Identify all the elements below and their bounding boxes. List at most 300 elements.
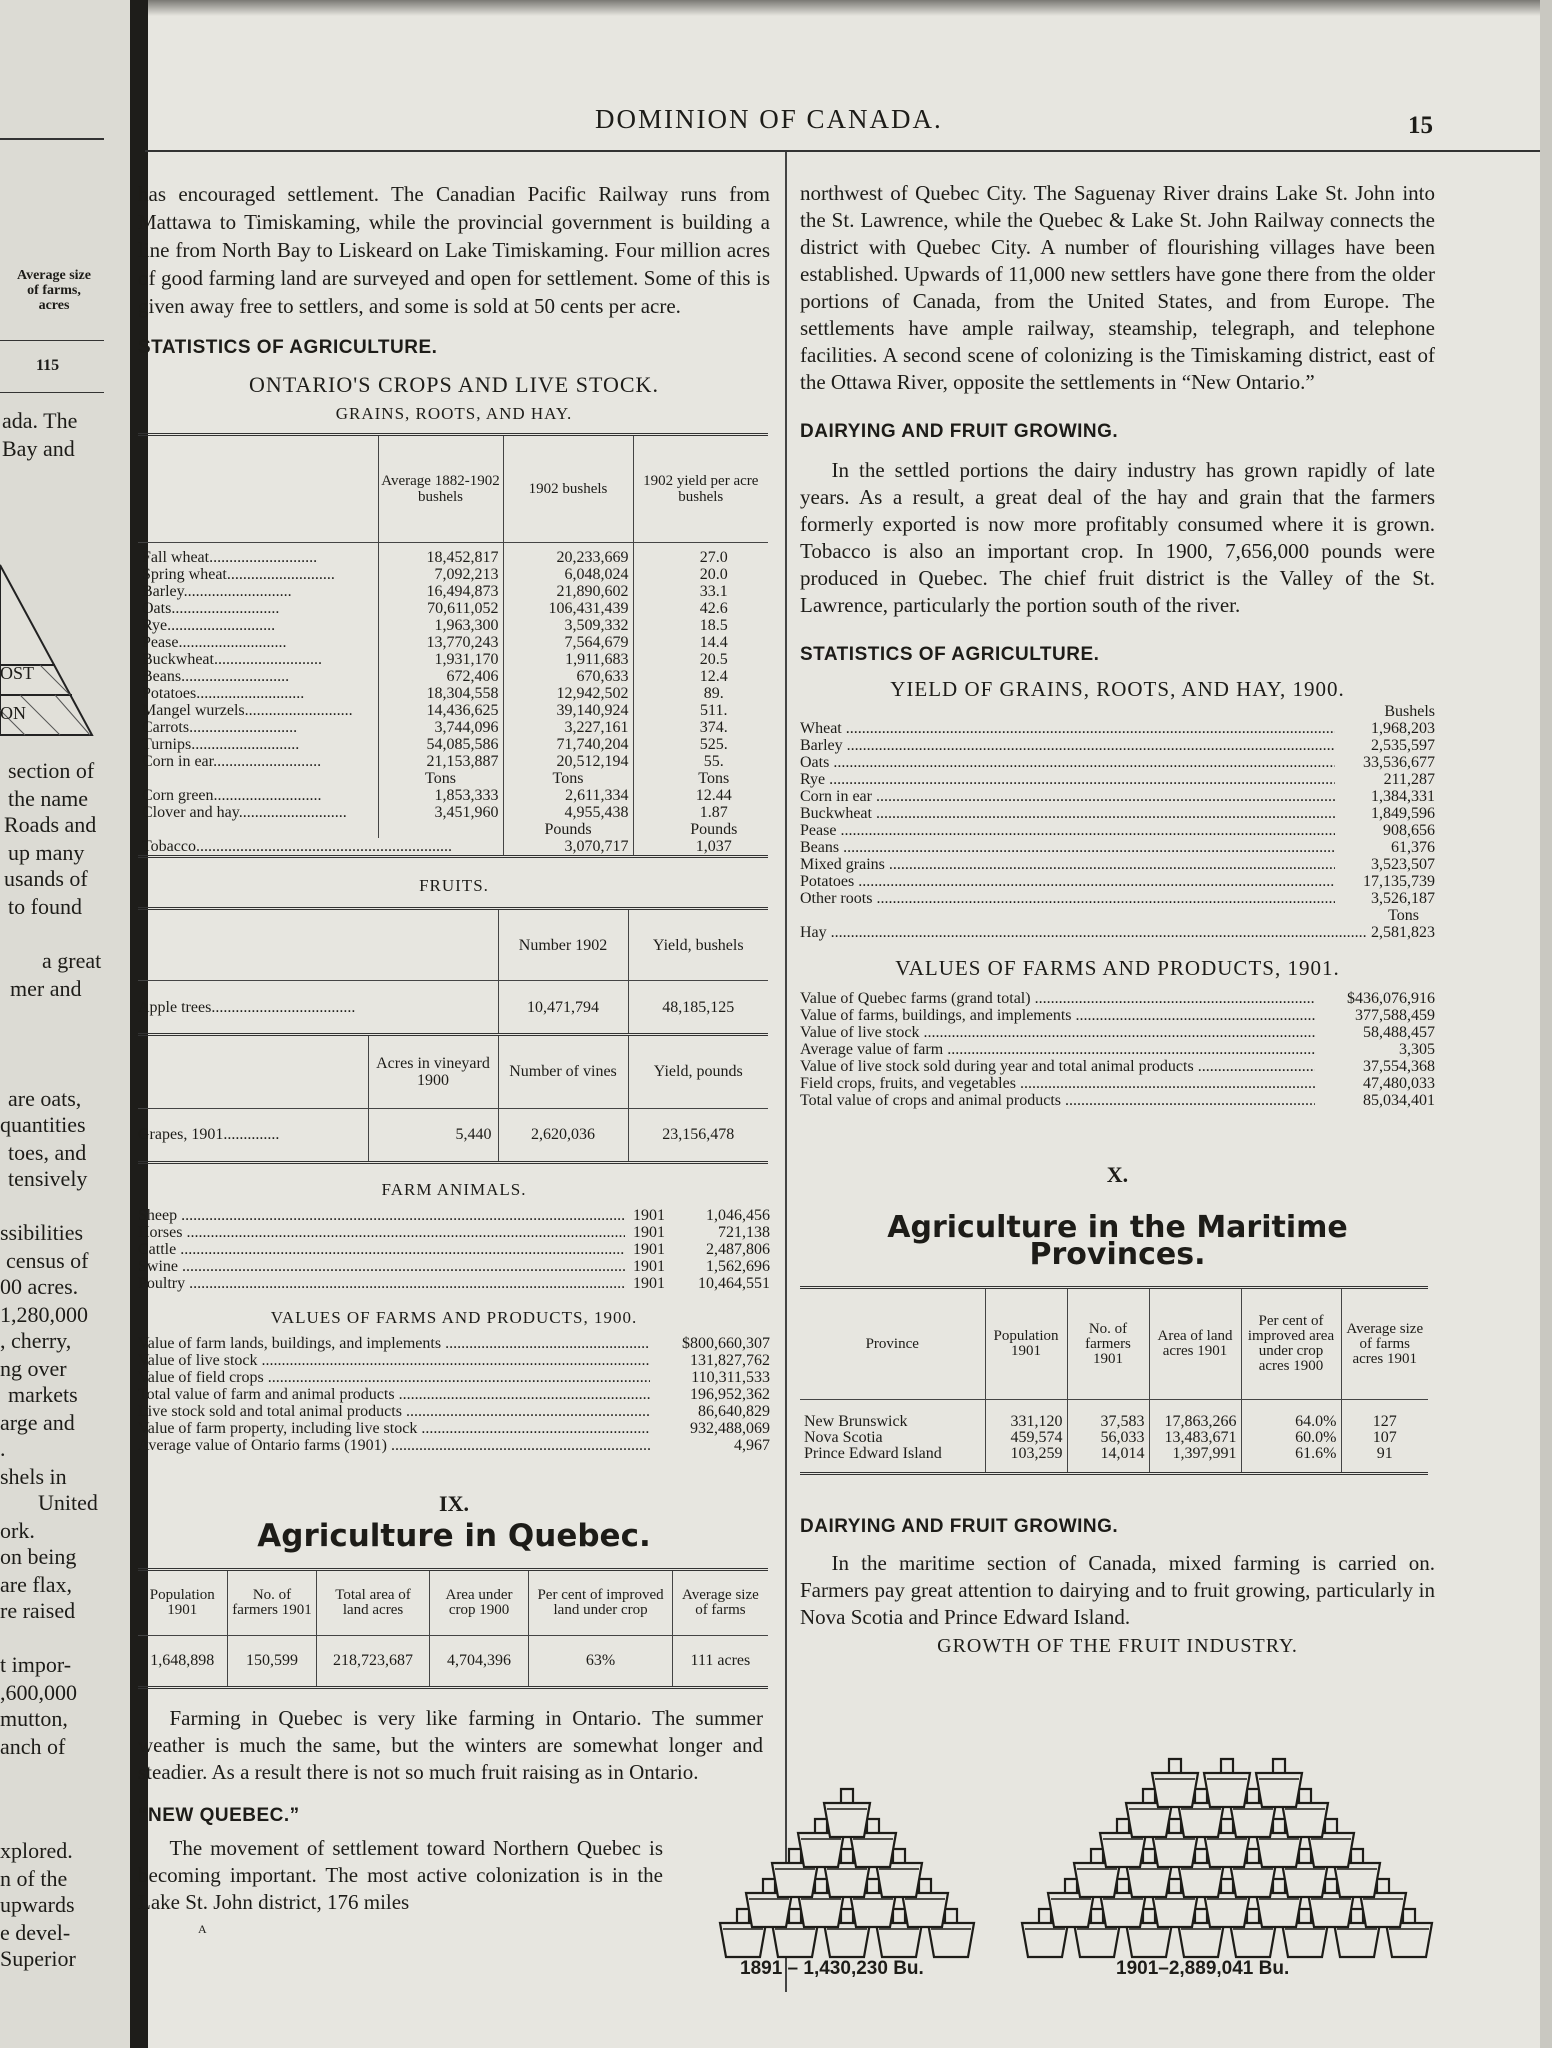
prev-fragment: tensively xyxy=(8,1166,88,1191)
continuation-paragraph: northwest of Quebec City. The Saguenay River drains Lake St. John into the St. Lawrence, while the Quebec & Lake St. John Railway connects the district with Quebec City. A number of flourishing villages have been established. Upwards of 11,000 new settlers have gone there from the older portions of Canada, from the United States, and from Europe. The settlements have ample railway, steamship, telegraph, and telephone facilities. A second scene of colonizing is the Timiskaming district, east of the Ottawa River, opposite the settlements in “New Ontario.” xyxy=(800,181,1435,394)
section-number: X. xyxy=(1106,1162,1129,1187)
table-title: ONTARIO'S CROPS AND LIVE STOCK. xyxy=(249,372,659,397)
section-title: Agriculture in the Maritime Provinces. xyxy=(887,1210,1348,1272)
cell: 103,259 xyxy=(1010,1445,1063,1462)
cell: 12.4 xyxy=(633,668,768,685)
list-item xyxy=(800,1041,1435,1058)
list-item xyxy=(800,771,1435,788)
row-label: Apple trees.................................... xyxy=(138,998,356,1016)
cell: 17,863,266 xyxy=(1164,1413,1237,1430)
prev-fragment: section of xyxy=(8,758,95,783)
cell: 89. xyxy=(633,685,768,702)
cell: 150,599 xyxy=(227,1635,317,1687)
prev-fragment: Average size xyxy=(17,268,91,283)
row-label: Clover and hay........................... xyxy=(142,804,347,821)
cell: 39,140,924 xyxy=(503,702,633,719)
prev-fragment: shels in xyxy=(0,1464,67,1489)
row-label: Corn green........................... xyxy=(142,787,322,804)
left-column xyxy=(138,180,770,1943)
prev-fragment: t impor- xyxy=(0,1652,72,1677)
prev-fragment: anch of xyxy=(0,1734,66,1759)
table-subtitle: VALUES OF FARMS AND PRODUCTS, 1900. xyxy=(270,1307,638,1327)
row-label: Pease........................... xyxy=(142,634,287,651)
item-value: 110,311,533 xyxy=(691,1368,770,1386)
table-column-cells xyxy=(1149,1400,1241,1474)
item-value: 377,588,459 xyxy=(1355,1007,1435,1024)
cell: 10,471,794 xyxy=(498,981,628,1035)
prev-fragment: Bay and xyxy=(2,436,75,461)
list-item xyxy=(138,1207,770,1224)
fruit-basket xyxy=(1256,1759,1302,1807)
col-header: Area of land acres 1901 xyxy=(1149,1288,1241,1400)
prev-fragment: arge and xyxy=(0,1410,75,1435)
cell: 14.4 xyxy=(633,634,768,651)
intro-paragraph: has encouraged settlement. The Canadian Pacific Railway runs from Mattawa to Timiskaming, while the provincial government is building a line from North Bay to Liskeard on Lake Timiskaming. Four million acres of good farming land are surveyed and open for settlement. Some of this is given away free to settlers, and some is sold at 50 cents per acre. xyxy=(138,182,770,318)
cell: 4,955,438 xyxy=(503,804,633,821)
item-label: Potatoes ..... xyxy=(800,873,1335,890)
table-row xyxy=(138,617,768,634)
row-label: Mangel wurzels........................... xyxy=(142,702,353,719)
yield-list xyxy=(800,720,1435,907)
quebec-paragraph: Farming in Quebec is very like farming in Ontario. The summer weather is much the same, but the winters are somewhat longer and steadier. As a result there is not so much fruit raising as in Ontario. xyxy=(138,1705,763,1784)
list-item xyxy=(800,890,1435,907)
cell: 20,233,669 xyxy=(503,543,633,567)
cell: 64.0% xyxy=(1295,1413,1337,1430)
item-label: Value of field crops ..... xyxy=(138,1369,650,1386)
cell: Tons xyxy=(633,770,768,787)
item-value: 3,523,507 xyxy=(1371,856,1435,873)
cell: 3,227,161 xyxy=(503,719,633,736)
prev-fragment: Superior xyxy=(0,1946,76,1971)
table-row xyxy=(138,702,768,719)
fruits-table xyxy=(138,907,768,1036)
prev-fragment: markets xyxy=(8,1382,78,1407)
unit-label: Bushels xyxy=(1384,703,1435,720)
table-row xyxy=(138,804,768,821)
row-label: Barley........................... xyxy=(142,583,292,600)
ontario-values-list xyxy=(138,1335,770,1454)
cell: 23,156,478 xyxy=(628,1108,768,1162)
list-item xyxy=(138,1386,770,1403)
prev-fragment: , cherry, xyxy=(0,1328,72,1353)
fruit-basket xyxy=(1204,1759,1250,1807)
list-item xyxy=(138,1275,770,1292)
list-item xyxy=(138,1437,770,1454)
running-header: DOMINION OF CANADA. xyxy=(595,104,943,134)
item-value: 1901 xyxy=(633,1206,665,1224)
cell: 672,406 xyxy=(378,668,503,685)
cell: 14,436,625 xyxy=(378,702,503,719)
item-label: Oats ..... xyxy=(800,754,1335,771)
item-value: 85,034,401 xyxy=(1363,1092,1435,1109)
list-item xyxy=(800,737,1435,754)
list-item xyxy=(138,1352,770,1369)
table-row xyxy=(138,634,768,651)
cell: 54,085,586 xyxy=(378,736,503,753)
cell: Pounds xyxy=(503,821,633,838)
cell: 3,070,717 xyxy=(503,838,633,857)
item-value: 908,656 xyxy=(1383,822,1435,839)
item-label: Value of live stock sold during year and total animal products ..... xyxy=(800,1058,1315,1075)
table-title: VALUES OF FARMS AND PRODUCTS, 1901. xyxy=(895,956,1340,980)
table-row xyxy=(138,651,768,668)
dairy-paragraph: In the settled portions the dairy industry has grown rapidly of late years. As a result, a great deal of the hay and grain that the farmers formerly exported is now more profitably consumed where it is grown. Tobacco is also an important crop. In 1900, 7,656,000 pounds were produced in Quebec. The chief fruit district is the Valley of the St. Lawrence, particularly the portion south of the river. xyxy=(800,458,1435,617)
table-row xyxy=(138,600,768,617)
cell: 525. xyxy=(633,736,768,753)
cell: 55. xyxy=(633,753,768,770)
table-column-cells xyxy=(1067,1400,1149,1474)
section-heading: DAIRYING AND FRUIT GROWING. xyxy=(800,421,1119,442)
row-label: Rye........................... xyxy=(142,617,276,634)
cell: 70,611,052 xyxy=(378,600,503,617)
quebec-values-list xyxy=(800,990,1435,1109)
cell: 60.0% xyxy=(1295,1429,1337,1446)
list-item xyxy=(138,1224,770,1241)
list-item xyxy=(800,856,1435,873)
table-subtitle: FRUITS. xyxy=(419,876,489,895)
cell: Tons xyxy=(378,770,503,787)
item-label: Average value of Ontario farms (1901) ..... xyxy=(138,1437,650,1454)
col-header: 1902 bushels xyxy=(503,435,633,543)
item-label: Value of farm lands, buildings, and implements ..... xyxy=(138,1335,650,1352)
row-label xyxy=(138,770,378,787)
table-column-cells xyxy=(1241,1400,1341,1474)
item-label: Cattle ..... xyxy=(138,1241,625,1258)
cell: 61.6% xyxy=(1295,1445,1337,1462)
list-item xyxy=(800,720,1435,737)
prev-fragment: are oats, xyxy=(8,1086,82,1111)
unit-label: Tons xyxy=(1388,907,1419,924)
item-value: 1,562,696 xyxy=(706,1257,770,1275)
item-value: 2,487,806 xyxy=(706,1240,770,1258)
previous-page-strip xyxy=(0,0,138,2048)
cell: 5,440 xyxy=(368,1108,498,1162)
cell xyxy=(378,821,503,838)
col-header: Acres in vineyard 1900 xyxy=(368,1036,498,1108)
cell: 670,633 xyxy=(503,668,633,685)
prev-fragment: toes, and xyxy=(8,1140,87,1165)
cell: 1,931,170 xyxy=(378,651,503,668)
cell: 63% xyxy=(529,1635,672,1687)
fruit-basket xyxy=(824,1789,870,1837)
prev-fragment: xplored. xyxy=(0,1838,73,1863)
section-number: IX. xyxy=(439,1490,469,1516)
cell: 331,120 xyxy=(1010,1413,1063,1430)
list-item xyxy=(800,754,1435,771)
grains-table xyxy=(138,433,768,858)
cell: 12.44 xyxy=(633,787,768,804)
cell: 2,611,334 xyxy=(503,787,633,804)
table-column-cells xyxy=(1341,1400,1428,1474)
col-header: Number of vines xyxy=(498,1036,628,1108)
col-header: Per cent of improved area under crop acres 1900 xyxy=(1241,1288,1341,1400)
cell: 18,304,558 xyxy=(378,685,503,702)
col-header: Population 1901 xyxy=(149,1586,215,1618)
row-label: Buckwheat........................... xyxy=(142,651,322,668)
item-label: Field crops, fruits, and vegetables ..... xyxy=(800,1075,1315,1092)
prev-fragment: n of the xyxy=(0,1866,68,1891)
item-label: Value of farms, buildings, and implements ..... xyxy=(800,1007,1315,1024)
list-item xyxy=(800,1058,1435,1075)
item-value: 61,376 xyxy=(1391,839,1435,856)
list-item xyxy=(138,1335,770,1352)
cell: 374. xyxy=(633,719,768,736)
cell: 3,509,332 xyxy=(503,617,633,634)
item-label: Value of live stock ..... xyxy=(800,1024,1315,1041)
prev-fragment: quantities xyxy=(0,1112,86,1137)
row-label: Spring wheat........................... xyxy=(142,566,335,583)
row-label: Grapes, 1901.............. xyxy=(138,1126,280,1143)
item-value: $436,076,916 xyxy=(1347,990,1435,1007)
item-label: Mixed grains ..... xyxy=(800,856,1335,873)
cell: 1,397,991 xyxy=(1172,1445,1237,1462)
cell: Tons xyxy=(503,770,633,787)
cell: 7,564,679 xyxy=(503,634,633,651)
table-row xyxy=(138,787,768,804)
cell: 12,942,502 xyxy=(503,685,633,702)
list-item xyxy=(800,822,1435,839)
cell: 21,890,602 xyxy=(503,583,633,600)
cell: 127 xyxy=(1372,1413,1397,1430)
table-row xyxy=(138,753,768,770)
cell: 21,153,887 xyxy=(378,753,503,770)
section-title: Agriculture in Quebec. xyxy=(257,1517,651,1554)
cell: New Brunswick xyxy=(804,1414,908,1430)
row-label: Carrots........................... xyxy=(142,719,298,736)
cell: Prince Edward Island xyxy=(804,1446,942,1462)
col-header: Average 1882-1902 bushels xyxy=(378,435,503,543)
cell: 107 xyxy=(1372,1429,1397,1446)
section-heading: “NEW QUEBEC.” xyxy=(138,1804,300,1826)
item-label: Value of Quebec farms (grand total) ..... xyxy=(800,990,1315,1007)
prev-fragment: ssibilities xyxy=(0,1220,84,1245)
row-label xyxy=(138,821,378,838)
item-value: 86,640,829 xyxy=(698,1402,770,1420)
cell: 106,431,439 xyxy=(503,600,633,617)
col-header: Yield, bushels xyxy=(628,909,768,981)
prev-fragment: ng over xyxy=(0,1356,67,1381)
prev-fragment: e devel- xyxy=(0,1920,71,1945)
list-item xyxy=(800,1092,1435,1109)
row-label: Beans........................... xyxy=(142,668,290,685)
cell: 111 acres xyxy=(672,1635,768,1687)
prev-fragment: ,600,000 xyxy=(0,1680,77,1705)
item-label: Beans ..... xyxy=(800,839,1335,856)
prev-fragment: mer and xyxy=(10,976,82,1001)
item-value: 721,138 xyxy=(718,1223,770,1241)
prev-fragment: ada. The xyxy=(2,408,78,433)
list-item xyxy=(800,788,1435,805)
row-label: Oats........................... xyxy=(142,600,280,617)
grapes-table xyxy=(138,1036,768,1164)
row-label: Potatoes........................... xyxy=(142,685,305,702)
item-value: 58,488,457 xyxy=(1363,1024,1435,1041)
cell: 4,704,396 xyxy=(429,1635,529,1687)
col-header: Population 1901 xyxy=(985,1288,1067,1400)
col-header: Yield, pounds xyxy=(628,1036,768,1108)
row-label: Fall wheat........................... xyxy=(142,549,318,566)
cell: 1,853,333 xyxy=(378,787,503,804)
item-value: 1901 xyxy=(633,1274,665,1292)
prev-fragment: mutton, xyxy=(0,1706,68,1731)
col-header: Province xyxy=(865,1335,919,1352)
item-value: 196,952,362 xyxy=(690,1385,770,1403)
cell: 3,451,960 xyxy=(378,804,503,821)
item-label: Barley ..... xyxy=(800,737,1335,754)
cell: 3,744,096 xyxy=(378,719,503,736)
table-row xyxy=(138,566,768,583)
farm-animals-list xyxy=(138,1207,770,1292)
table-row xyxy=(138,668,768,685)
prev-fragment: upwards xyxy=(0,1892,75,1917)
prev-fragment: census of xyxy=(6,1248,89,1273)
list-item xyxy=(138,1369,770,1386)
item-value: 1,384,331 xyxy=(1371,788,1435,805)
list-item xyxy=(800,1007,1435,1024)
item-label: Sheep ..... xyxy=(138,1207,625,1224)
item-label: Value of farm property, including live stock ..... xyxy=(138,1420,650,1437)
cell: 459,574 xyxy=(1010,1429,1063,1446)
cell: 1,648,898 xyxy=(150,1652,215,1669)
cell: 2,620,036 xyxy=(498,1108,628,1162)
table-title: YIELD OF GRAINS, ROOTS, AND HAY, 1900. xyxy=(890,677,1345,701)
cell: 18,452,817 xyxy=(378,543,503,567)
prev-fragment: the name xyxy=(8,786,89,811)
right-column xyxy=(800,180,1435,1660)
row-label: Corn in ear........................... xyxy=(142,753,322,770)
prev-fragment: up many xyxy=(8,840,85,865)
cell: 33.1 xyxy=(633,583,768,600)
prev-fragment: a great xyxy=(42,948,102,973)
item-value: 1,849,596 xyxy=(1371,805,1435,822)
cell: 14,014 xyxy=(1100,1445,1145,1462)
cell: 16,494,873 xyxy=(378,583,503,600)
col-header: Total area of land acres xyxy=(317,1569,429,1635)
cell: 20,512,194 xyxy=(503,753,633,770)
item-value: 47,480,033 xyxy=(1363,1075,1435,1092)
table-row xyxy=(138,719,768,736)
prev-fragment: OST xyxy=(0,663,35,683)
prev-fragment: of farms, xyxy=(27,283,81,298)
cell: 27.0 xyxy=(633,543,768,567)
item-value: 4,967 xyxy=(734,1436,770,1454)
table-row xyxy=(138,838,768,857)
page-number: 15 xyxy=(1408,112,1433,139)
item-label: Wheat ..... xyxy=(800,720,1335,737)
cell: 1,963,300 xyxy=(378,617,503,634)
cell: 71,740,204 xyxy=(503,736,633,753)
col-header: No. of farmers 1901 xyxy=(1067,1288,1149,1400)
figure-title: GROWTH OF THE FRUIT INDUSTRY. xyxy=(937,1635,1298,1657)
fruit-baskets-figure xyxy=(700,1755,1552,1985)
item-value: 37,554,368 xyxy=(1363,1058,1435,1075)
item-label: Pease ..... xyxy=(800,822,1335,839)
item-value: 1,968,203 xyxy=(1371,720,1435,737)
item-value: 1901 xyxy=(633,1257,665,1275)
cell: 13,770,243 xyxy=(378,634,503,651)
cell: 20.5 xyxy=(633,651,768,668)
prev-fragment: usands of xyxy=(4,866,88,891)
item-value: 33,536,677 xyxy=(1363,754,1435,771)
cell: Nova Scotia xyxy=(804,1430,883,1446)
row-label: Tobacco................................................................ xyxy=(142,838,452,855)
table-row xyxy=(138,736,768,753)
col-header: No. of farmers 1901 xyxy=(227,1569,317,1635)
cell: 42.6 xyxy=(633,600,768,617)
item-value: 131,827,762 xyxy=(690,1351,770,1369)
item-value: 1,046,456 xyxy=(706,1206,770,1224)
prev-fragment: 1,280,000 xyxy=(0,1302,88,1327)
cell: 48,185,125 xyxy=(628,981,768,1035)
quebec-table xyxy=(138,1568,768,1689)
cell: 7,092,213 xyxy=(378,566,503,583)
cell: 511. xyxy=(633,702,768,719)
new-quebec-paragraph: The movement of settlement toward Northern Quebec is becoming important. The most active colonization is in the Lake St. John district, 176 miles xyxy=(138,1835,663,1914)
footer-mark: A xyxy=(198,1921,207,1936)
item-value: 211,287 xyxy=(1383,771,1435,788)
prev-fragment: ON xyxy=(0,703,26,723)
col-header: 1902 yield per acre bushels xyxy=(633,435,768,543)
list-item xyxy=(138,1241,770,1258)
row-label: Turnips........................... xyxy=(142,736,300,753)
prev-fragment: . xyxy=(0,1436,6,1461)
table-row xyxy=(138,583,768,600)
item-value: 10,464,551 xyxy=(698,1274,770,1292)
item-label: Total value of farm and animal products ..... xyxy=(138,1386,650,1403)
col-header: Average size of farms acres 1901 xyxy=(1341,1288,1428,1400)
item-label: Average value of farm ..... xyxy=(800,1041,1315,1058)
caption-1901: 1901–2,889,041 Bu. xyxy=(1116,1958,1290,1979)
item-value: 2,535,597 xyxy=(1371,737,1435,754)
item-value: $800,660,307 xyxy=(682,1334,770,1352)
prev-fragment: 00 acres. xyxy=(0,1274,79,1299)
cell: 1,037 xyxy=(633,838,768,857)
item-label: Other roots ..... xyxy=(800,890,1335,907)
cell: 1,911,683 xyxy=(503,651,633,668)
list-item xyxy=(138,1403,770,1420)
table-column-cells xyxy=(800,1400,985,1474)
item-label: Swine ..... xyxy=(138,1258,625,1275)
maritime-dairy-paragraph: In the maritime section of Canada, mixed farming is carried on. Farmers pay great attention to dairying and to fruit growing, particularly in Nova Scotia and Prince Edward Island. xyxy=(800,1551,1435,1629)
hay-row: Hay ..... 2,581,823 xyxy=(800,924,1435,941)
item-value: 1901 xyxy=(633,1240,665,1258)
col-header: Average size of farms xyxy=(672,1569,768,1635)
cell: 1.87 xyxy=(633,804,768,821)
item-value: 932,488,069 xyxy=(690,1419,770,1437)
item-label: Live stock sold and total animal products ..... xyxy=(138,1403,650,1420)
list-item xyxy=(800,839,1435,856)
prev-fragment: ork. xyxy=(0,1518,35,1543)
list-item xyxy=(138,1258,770,1275)
prev-fragment: United xyxy=(38,1490,98,1515)
cell: 18.5 xyxy=(633,617,768,634)
fruit-basket xyxy=(1152,1759,1198,1807)
prev-fragment: acres xyxy=(38,298,70,313)
prev-fragment: on being xyxy=(0,1544,77,1569)
cell: 37,583 xyxy=(1100,1413,1145,1430)
section-heading: STATISTICS OF AGRICULTURE. xyxy=(138,337,438,358)
item-label: Value of live stock ..... xyxy=(138,1352,650,1369)
col-header: Area under crop 1900 xyxy=(429,1569,529,1635)
list-item xyxy=(800,1024,1435,1041)
table-subtitle: GRAINS, ROOTS, AND HAY. xyxy=(335,404,573,423)
prev-fragment: Roads and xyxy=(4,812,97,837)
table-row xyxy=(138,685,768,702)
cell: 218,723,687 xyxy=(317,1635,429,1687)
list-item xyxy=(800,873,1435,890)
item-value: 1901 xyxy=(633,1223,665,1241)
section-heading: STATISTICS OF AGRICULTURE. xyxy=(800,644,1100,665)
